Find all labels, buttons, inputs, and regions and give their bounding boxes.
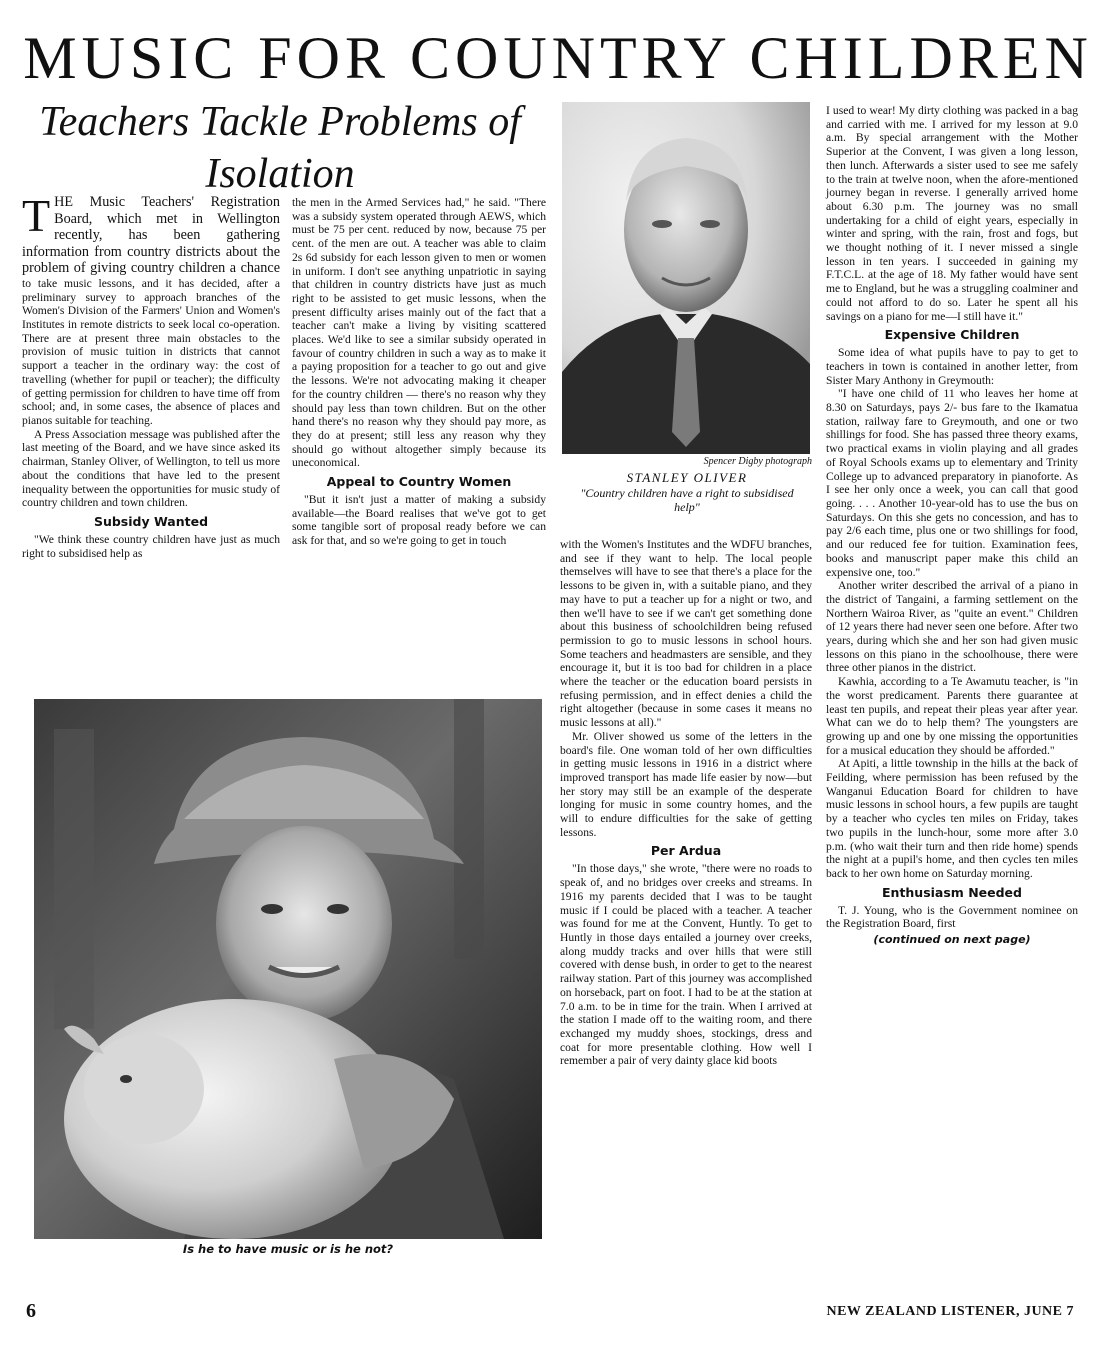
section-heading: Appeal to Country Women bbox=[326, 474, 512, 490]
paragraph: to take music lessons, and it has decided, after a preliminary survey to approach branches of the Women's Division of the Farmers' Union and Women's Institutes in remote districts to seek local co-operation. There are at present three main obstacles to the provision of music tuition in districts that cannot support a teacher in the ordinary way: the cost of travelling (whether for pupil or teacher); the difficulty of getting permission for children to have time off from school; and, in some cases, the absence of places and pianos suitable for teaching. bbox=[22, 276, 280, 427]
portrait-photo bbox=[562, 102, 810, 454]
portrait-quote: "Country children have a right to subsidised help" bbox=[580, 486, 794, 514]
paragraph: I used to wear! My dirty clothing was packed in a bag and carried with me. I arrived for my lesson at 9.0 a.m. By special arrangement with the Mother Superior at the Convent, I was given a long lesson, then lunch. Afterwards a sister used to see me safely to the train at twelve noon, when the afore-mentioned journey began in reverse. I generally arrived home about 6.30 p.m. The journey was no small undertaking for a child of eight years, especially in winter and spring, with the rain, frost and fogs, but we thought nothing of it. I never missed a single lesson in ten years. I succeeded in gaining my F.T.C.L. at the age of 18. My father would have sent me to England, but he was a struggling coalminer and could not afford to do so. Later he spent all his savings on a piano for me—I still have it." bbox=[826, 104, 1078, 323]
paragraph: T. J. Young, who is the Government nominee on the Registration Board, first bbox=[826, 903, 1078, 931]
article-column-1 bbox=[22, 190, 280, 560]
paragraph: "In those days," she wrote, "there were no roads to speak of, and no bridges over creeks and streams. In 1916 my parents decided that I was to be taught music if I could be placed with a teacher. A teacher was found for me at the Convent, Huntly. To get to Huntly in those days entailed a journey over creeks, along muddy tracks and over hills that were still covered with dense bush, in order to get to the nearest railway station. Part of this journey was accomplished on horseback, part on foot. I had to be at the station at 7.0 a.m. to be in time for the train. When I arrived at the station I made off to the waiting room, and there exchanged my muddy shoes, stockings, dress and coat for more presentable clothing. How well I remember a pair of very dainty glace kid boots bbox=[560, 862, 812, 1068]
paragraph: Another writer described the arrival of a piano in the district of Tangaini, a farming settlement on the Northern Wairoa River, as "quite an event." Children of 12 years there had never seen one before. After two years, during which she and her son had given music lessons on this piano in the schoolhouse, there were three other pianos in the district. bbox=[826, 579, 1078, 675]
section-heading: Per Ardua bbox=[650, 843, 722, 859]
paragraph: Kawhia, according to a Te Awamutu teacher, is "in the worst predicament. Parents there guarantee at least ten pupils, and repeat their pleas year after year. What can we do to help them? The youngsters are growing up and one by one missing the opportunities for a musical education they should be afforded." bbox=[826, 675, 1078, 757]
paragraph: with the Women's Institutes and the WDFU branches, and see if they want to help. The local people themselves will have to see that there's a place for the lessons to be given in, with a suitable piano, and they may have to put a teacher up for a night or two, and then we'll have to see if we can't get something done about this business of schoolchildren being refused permission to go to music lessons in school hours. Some teachers and headmasters are sensible, and they encourage it, but it is too bad for children in a place where the teacher or the education board persists in refusing permission, and in effect denies a child the right altogether (because in some cases it means no music lessons at all)." bbox=[560, 538, 812, 730]
photo-credit: Spencer Digby photograph bbox=[703, 456, 812, 467]
paragraph: Mr. Oliver showed us some of the letters in the board's file. One woman told of her own difficulties in getting music lessons in 1916 in a district where improved transport has made life easier by now—but her story may still be an example of the desperate longing for music in some country homes, and the will to endure difficulties for the sake of getting lessons. bbox=[560, 729, 812, 839]
paragraph: "But it isn't just a matter of making a subsidy available—the Board realises that we've got to get some tangible sort of proposal ready before we can ask for that, and so we're going to get in touch bbox=[292, 493, 546, 548]
headline: MUSIC FOR COUNTRY CHILDREN bbox=[23, 25, 1093, 91]
paragraph: At Apiti, a little township in the hills at the back of Feilding, where permission has been refused by the Wanganui Education Board for children to have music lessons in school hours, a few pupils are taught by a teacher who cycles ten miles on Friday, takes two pupils in the lunch-hour, some more after 3.0 p.m. (who wait their turn and then ride home) spends the night at a pupil's home, and then cycles ten miles back to her own home on Saturday morning. bbox=[826, 757, 1078, 880]
portrait-name: STANLEY OLIVER bbox=[626, 470, 748, 485]
section-heading: Subsidy Wanted bbox=[93, 513, 209, 529]
paragraph: A Press Association message was published after the last meeting of the Board, and we have since asked its chairman, Stanley Oliver, of Wellington, to tell us more about the conditions that have led to the present inequality between the opportunities for music study of country children and town children. bbox=[22, 427, 280, 510]
subhead: Teachers Tackle Problems of Isolation bbox=[39, 99, 521, 197]
paragraph: "We think these country children have just as much right to subsidised help as bbox=[22, 532, 280, 560]
boy-with-lamb-photo bbox=[34, 699, 542, 1239]
photo-caption: Is he to have music or is he not? bbox=[182, 1242, 394, 1256]
article-column-3 bbox=[560, 538, 812, 1068]
page-number: 6 bbox=[26, 1300, 36, 1322]
article-column-4 bbox=[826, 104, 1078, 947]
section-heading: Expensive Children bbox=[884, 327, 1020, 343]
paragraph: Some idea of what pupils have to pay to get to teachers in town is contained in another letter, from Sister Mary Anthony in Greymouth: bbox=[826, 346, 1078, 387]
magazine-footer: NEW ZEALAND LISTENER, JUNE 7 bbox=[826, 1304, 1074, 1319]
paragraph: the men in the Armed Services had," he said. "There was a subsidy system operated through AEWS, which must be 75 per cent. reduced by now, because 75 per cent. of the men are out. A teacher was able to claim 2s 6d subsidy for each lesson given to men or women in uniform. I don't see anything unpatriotic in saying that children in country districts have just as much right to be assisted to get music lessons, when the present difficulty arises mainly out of the fact that a teacher can't make a living by visiting scattered places. We'd like to see a similar subsidy operated in favour of country children in such a way as to make it a paying proposition for a teacher to go out and give the lessons. We're not advocating making it cheaper for the country children — there's no reason why they should pay less than town children. But on the other hand there's no reason why they should pay more, as they do at present; still less any reason why they should go without altogether simply because its uneconomical. bbox=[292, 196, 546, 470]
paragraph: "I have one child of 11 who leaves her home at 8.30 on Saturdays, pays 2/- bus fare to the Ikamatua station, railway fare to Greymouth, and one or two shillings for food. She has passed three theory exams, two practical exams in violin playing and all grades of Royal Schools exams up to elementary and Trinity College up to advanced preparatory in pianoforte. As I see her only once a week, you can call that good going. . . . Another 10-year-old has to use the bus on Saturdays. On this she gets no concession, and has to pay 2/6 each time, plus one or two shillings for food, and our reduced fee for tuition. Examination fees, books and manuscript paper make this child an expensive one, too." bbox=[826, 387, 1078, 579]
continued-note: (continued on next page) bbox=[873, 933, 1031, 947]
section-heading: Enthusiasm Needed bbox=[882, 884, 1022, 900]
drop-cap: T bbox=[22, 190, 51, 241]
lead-paragraph: HE Music Teachers' Registration Board, which met in Wellington recently, has been gathering information from country districts about the problem of giving country children a chance bbox=[22, 194, 280, 277]
article-column-2 bbox=[292, 196, 546, 548]
